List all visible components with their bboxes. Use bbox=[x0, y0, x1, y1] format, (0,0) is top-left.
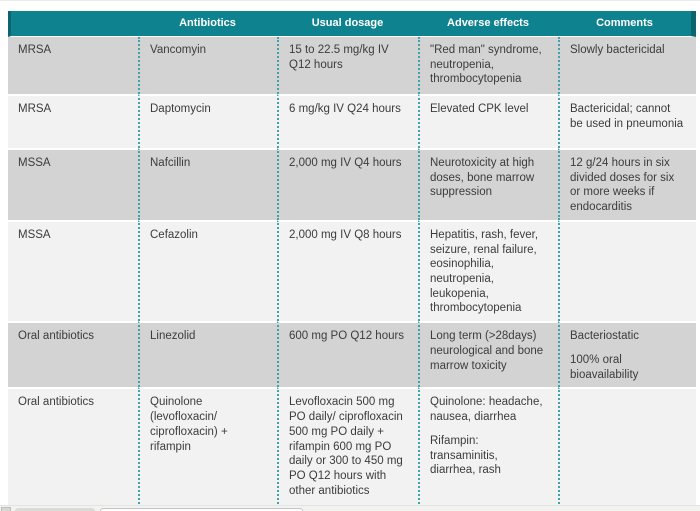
antibiotic-cell: Vancomyin bbox=[138, 37, 277, 94]
table-row bbox=[8, 37, 696, 94]
antibiotic-cell: Cefazolin bbox=[138, 220, 277, 321]
adverse-effects-cell: "Red man" syndrome, neutropenia, thrombocytopenia bbox=[418, 37, 558, 94]
column-header-category bbox=[8, 11, 138, 37]
antibiotic-cell: Nafcillin bbox=[138, 148, 277, 220]
comments-cell: Slowly bactericidal bbox=[558, 37, 696, 94]
category-cell: Oral antibiotics bbox=[8, 387, 138, 511]
antibiotics-table bbox=[8, 11, 696, 511]
column-header-antibiotics: Antibiotics bbox=[138, 11, 277, 37]
antibiotic-cell: Linezolid bbox=[138, 321, 277, 387]
antibiotic-cell: Quinolone (levofloxacin/ ciprofloxacin) + rifampin bbox=[138, 387, 277, 511]
adverse-effects-cell: Hepatitis, rash, fever, seizure, renal failure, eosinophilia, neutropenia, leukopenia, thrombocytopenia bbox=[418, 220, 558, 321]
antibiotic-cell: Daptomycin bbox=[138, 94, 277, 148]
antibiotics-table-container bbox=[8, 11, 696, 511]
dosage-cell: 6 mg/kg IV Q24 hours bbox=[277, 94, 418, 148]
category-cell: MRSA bbox=[8, 37, 138, 94]
adverse-effects-cell: Elevated CPK level bbox=[418, 94, 558, 148]
table-row bbox=[8, 148, 696, 220]
adverse-effects-cell: Long term (>28days) neurological and bone marrow toxicity bbox=[418, 321, 558, 387]
comments-cell bbox=[558, 220, 696, 321]
column-header-adverse-effects: Adverse effects bbox=[418, 11, 558, 37]
comments-cell: Bactericidal; cannot be used in pneumonia bbox=[558, 94, 696, 148]
comments-cell: 12 g/24 hours in six divided doses for six or more weeks if endocarditis bbox=[558, 148, 696, 220]
horizontal-scrollbar[interactable] bbox=[0, 505, 700, 511]
category-cell: MRSA bbox=[8, 94, 138, 148]
category-cell: Oral antibiotics bbox=[8, 321, 138, 387]
adverse-effects-cell: Neurotoxicity at high doses, bone marrow suppression bbox=[418, 148, 558, 220]
table-row bbox=[8, 387, 696, 511]
category-cell: MSSA bbox=[8, 148, 138, 220]
column-header-usual-dosage: Usual dosage bbox=[277, 11, 418, 37]
dosage-cell: 2,000 mg IV Q4 hours bbox=[277, 148, 418, 220]
table-header-row bbox=[8, 11, 696, 37]
dosage-cell: Levofloxacin 500 mg PO daily/ ciprofloxacin 500 mg PO daily + rifampin 600 mg PO daily or 300 to 450 mg PO Q12 hours with other antibiotics bbox=[277, 387, 418, 511]
dosage-cell: 600 mg PO Q12 hours bbox=[277, 321, 418, 387]
adverse-effects-cell: Quinolone: headache, nausea, diarrhea Rifampin: transaminitis, diarrhea, rash bbox=[418, 387, 558, 511]
table-row bbox=[8, 321, 696, 387]
comments-cell bbox=[558, 387, 696, 511]
table-row bbox=[8, 220, 696, 321]
comments-cell: Bacteriostatic 100% oral bioavailability bbox=[558, 321, 696, 387]
dosage-cell: 2,000 mg IV Q8 hours bbox=[277, 220, 418, 321]
scrollbar-corner-button[interactable] bbox=[1, 507, 11, 511]
dosage-cell: 15 to 22.5 mg/kg IV Q12 hours bbox=[277, 37, 418, 94]
table-row bbox=[8, 94, 696, 148]
column-header-comments: Comments bbox=[558, 11, 696, 37]
category-cell: MSSA bbox=[8, 220, 138, 321]
